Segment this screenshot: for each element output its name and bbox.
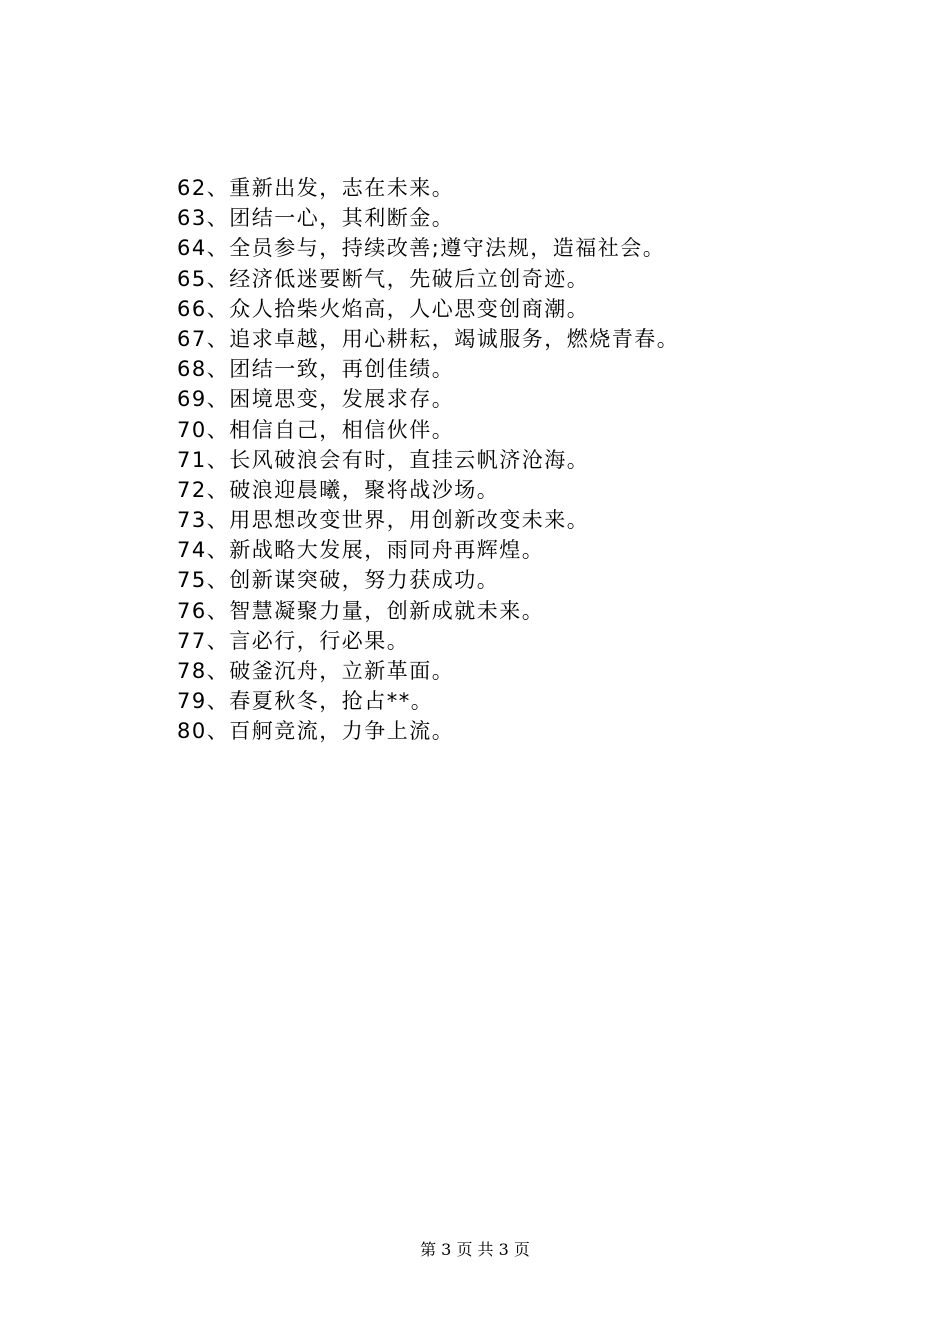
slogan-item: 62、重新出发，志在未来。 (177, 176, 455, 200)
slogan-item: 70、相信自己，相信伙伴。 (177, 417, 455, 442)
slogan-item: 67、追求卓越，用心耕耘，竭诚服务，燃烧青春。 (177, 326, 680, 351)
page-footer (0, 1238, 950, 1262)
slogan-item: 74、新战略大发展，雨同舟再辉煌。 (177, 538, 545, 563)
slogan-item: 76、智慧凝聚力量，创新成就未来。 (177, 598, 545, 623)
slogan-item: 80、百舸竞流，力争上流。 (177, 719, 455, 744)
slogan-item: 75、创新谋突破，努力获成功。 (177, 568, 500, 593)
slogan-item: 68、团结一致，再创佳绩。 (177, 357, 455, 382)
page-number-label: 第 3 页 共 3 页 (420, 1240, 530, 1259)
slogan-list (177, 173, 679, 747)
slogan-item: 63、团结一心，其利断金。 (177, 206, 455, 231)
slogan-item: 66、众人拾柴火焰高，人心思变创商潮。 (177, 296, 590, 321)
slogan-item: 72、破浪迎晨曦，聚将战沙场。 (177, 477, 500, 502)
slogan-item: 71、长风破浪会有时，直挂云帆济沧海。 (177, 447, 590, 472)
slogan-item: 78、破釜沉舟，立新革面。 (177, 659, 455, 683)
slogan-item: 65、经济低迷要断气，先破后立创奇迹。 (177, 266, 590, 291)
slogan-item: 64、全员参与，持续改善;遵守法规，造福社会。 (177, 236, 666, 261)
slogan-item: 77、言必行，行必果。 (177, 628, 410, 653)
slogan-item: 79、春夏秋冬，抢占**。 (177, 689, 434, 714)
slogan-item: 69、困境思变，发展求存。 (177, 387, 455, 412)
slogan-item: 73、用思想改变世界，用创新改变未来。 (177, 508, 590, 533)
